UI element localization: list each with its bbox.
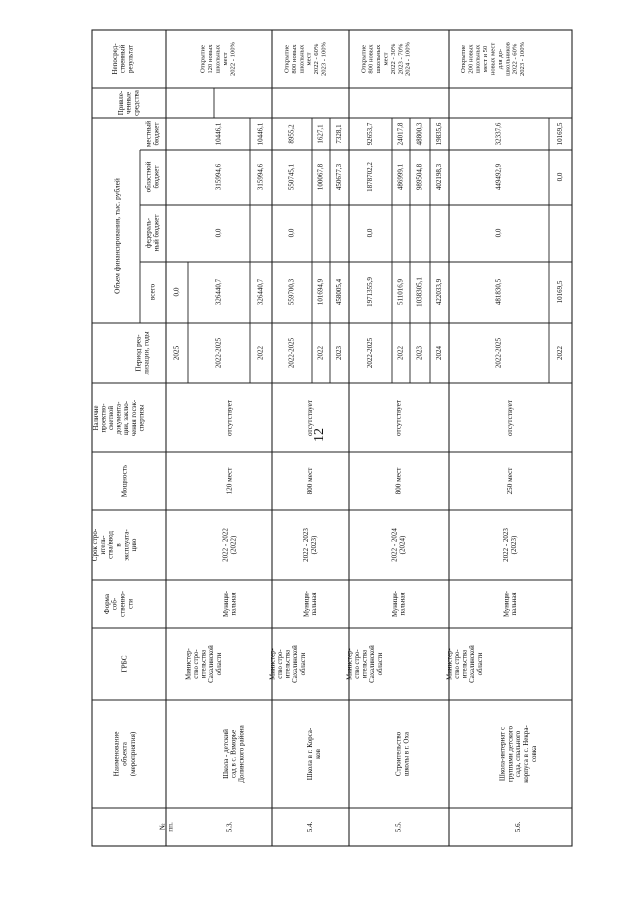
object-54-local-0	[288, 124, 296, 144]
object-56-result-line: 200 новых	[467, 44, 475, 74]
header-total	[149, 284, 157, 301]
object-54-period-1-line: 2022	[316, 346, 325, 360]
object-56-result-line: мест и 50	[482, 45, 490, 73]
object-55-period-3	[435, 346, 443, 361]
object-53-grbs	[185, 645, 222, 683]
header-volume-group-line: Объем финансирования, тыс. рублей	[112, 178, 122, 294]
object-56-local-1	[556, 122, 564, 145]
object-56-result-line: Открытие	[459, 45, 467, 73]
header-result-line: Непосред-	[110, 43, 119, 75]
object-56-ownership	[503, 590, 518, 617]
object-55-regional-1-line: 486999,1	[396, 163, 405, 191]
object-55-result-line: мест	[382, 52, 390, 66]
header-local-line: бюджет	[152, 122, 161, 146]
object-56-num-line: 5.6.	[514, 821, 523, 833]
header-private-line: средства	[132, 90, 141, 116]
object-54-local-0-line: 8955,2	[287, 124, 296, 144]
top-row-period	[173, 345, 181, 360]
header-docs-line: сметной	[107, 406, 115, 430]
object-55-local-2-line: 48800,3	[415, 122, 424, 146]
object-53-result-line: 120 новых	[207, 44, 215, 74]
header-volume-group	[113, 178, 122, 294]
object-55-name-line: Строительство	[394, 731, 403, 777]
header-name	[113, 731, 137, 776]
object-54-grbs-line: Сахалинской	[292, 645, 300, 683]
object-55-total-0-line: 1971355,9	[366, 277, 375, 307]
object-56-period-0-line: 2022-2025	[494, 337, 503, 369]
object-53-local-1	[257, 122, 265, 145]
object-55-total-2	[416, 277, 424, 307]
object-56-period-1-line: 2022	[556, 346, 565, 360]
object-55-period-0	[366, 337, 374, 368]
object-53-result-line: Открытие	[199, 45, 207, 73]
object-55-local-0	[366, 122, 374, 145]
object-54-docs-line: отсутствует	[306, 400, 315, 436]
object-53-term	[222, 528, 238, 562]
object-53-total-1-line: 326440,7	[256, 278, 265, 306]
object-53-ownership	[223, 590, 238, 617]
header-total-line: всего	[148, 283, 157, 301]
header-period-line: лизации, годы	[142, 331, 151, 375]
object-55-period-1	[397, 346, 405, 361]
object-53-result-line: школьных	[214, 44, 222, 74]
object-54-result-line: школьных	[298, 44, 306, 74]
object-54-local-1	[317, 124, 325, 144]
object-55-result	[360, 41, 411, 76]
header-docs-line: проектно-	[100, 403, 108, 433]
object-55-local-2	[416, 122, 424, 145]
object-53-result	[200, 41, 237, 76]
object-55-result-line: Открытие	[360, 45, 368, 73]
object-54-term-line: 2022 - 2023	[302, 528, 311, 562]
object-55-total-0	[366, 277, 374, 307]
object-55-total-3-line: 422033,9	[435, 278, 444, 306]
object-53-grbs-line: области	[215, 652, 223, 676]
header-federal-line: федераль-	[144, 218, 153, 248]
header-term-line: Срок стро-	[91, 528, 100, 562]
object-54-result-line: 800 новых	[290, 44, 298, 74]
object-56-grbs-line: Сахалинской	[469, 645, 477, 683]
object-54-name-line: Школа в г. Корса-	[306, 727, 315, 781]
object-55-grbs	[346, 645, 383, 683]
object-54-regional-2-line: 450677,3	[335, 163, 344, 191]
object-55-ownership	[392, 590, 407, 617]
object-56-period-1	[556, 346, 564, 361]
object-54-grbs-line: Министер-	[269, 648, 277, 680]
object-56-result-line: 2022 - 60%	[511, 43, 519, 75]
object-54-period-1	[317, 346, 325, 361]
object-53-term-line: 2022 - 2022	[221, 528, 230, 562]
object-53-total-0-line: 326440,7	[214, 278, 223, 306]
object-56-regional-1	[556, 172, 564, 181]
object-55-docs-line: отсутствует	[394, 400, 403, 436]
object-56-result	[460, 41, 526, 76]
header-term-line: в	[114, 543, 123, 547]
header-private-line: Привле-	[116, 90, 125, 116]
object-53-ownership-line: Муници-	[222, 590, 230, 618]
object-55-regional-0	[366, 162, 374, 192]
object-56-regional-1-line: 0,0	[556, 172, 565, 182]
top-row-total-line: 0,0	[172, 287, 181, 297]
object-53-grbs-line: ство стро-	[192, 649, 200, 679]
object-55-total-2-line: 1038305,1	[415, 277, 424, 307]
header-capacity-line: Мощность	[120, 464, 129, 498]
object-54-grbs-line: области	[299, 652, 307, 676]
object-56-result-line: школьников	[504, 42, 512, 76]
object-56-regional-0	[495, 163, 503, 190]
header-term-line: итель-	[98, 535, 107, 555]
header-grbs-line: ГРБС	[120, 655, 129, 673]
object-55-result-line: 2023 - 70%	[397, 43, 405, 75]
object-54-result-line: Открытие	[283, 45, 291, 73]
object-54-federal-0-line: 0,0	[287, 228, 296, 238]
object-55-period-2	[416, 346, 424, 361]
header-private-line: ченные	[124, 92, 133, 114]
object-55-term	[391, 528, 407, 562]
header-docs-line: ции, заклю-	[123, 400, 131, 436]
object-55-name-line: школы в г. Оха	[402, 732, 411, 776]
object-53-period-0-line: 2022-2025	[214, 337, 223, 369]
header-num-line: №	[158, 823, 167, 831]
object-53-regional-0	[215, 163, 223, 190]
header-regional-line: бюджет	[152, 165, 161, 189]
header-name-line: (мероприятия)	[128, 731, 137, 777]
header-term	[91, 528, 138, 561]
header-ownership-line: соб-	[110, 597, 119, 611]
header-grbs	[121, 655, 129, 672]
table-border	[92, 30, 572, 846]
object-56-grbs-line: области	[476, 652, 484, 676]
object-54-regional-0	[288, 163, 296, 190]
object-55-regional-3-line: 402198,3	[435, 163, 444, 191]
header-regional	[145, 161, 161, 192]
object-53-capacity	[226, 467, 234, 495]
header-name-line: Наименование	[112, 731, 121, 777]
object-56-name	[498, 725, 537, 783]
header-num-line: пп.	[166, 822, 175, 832]
object-55-regional-2	[416, 163, 424, 190]
object-53-period-1-line: 2022	[256, 346, 265, 360]
object-53-local-0	[215, 122, 223, 145]
object-54-ownership-line: Муници-	[303, 590, 311, 618]
object-55-grbs-line: Министер-	[346, 648, 354, 680]
object-55-term-line: (2024)	[398, 535, 407, 555]
object-54-period-2	[335, 346, 343, 361]
object-55-result-line: 2024 - 100%	[404, 41, 412, 77]
object-53-grbs-line: Министер-	[185, 648, 193, 680]
object-54-period-0	[288, 337, 296, 368]
object-54-grbs-line: ство стро-	[276, 649, 284, 679]
object-55-local-1-line: 24017,8	[396, 122, 405, 146]
object-54-regional-1	[317, 163, 325, 190]
object-53-regional-1	[257, 163, 265, 190]
object-55-federal-0-line: 0,0	[366, 228, 375, 238]
object-54-regional-0-line: 550745,1	[287, 163, 296, 191]
object-56-capacity-line: 250 мест	[506, 467, 515, 495]
object-54-total-2	[335, 278, 343, 305]
object-55-period-1-line: 2022	[396, 346, 405, 360]
object-55-grbs-line: ительства	[361, 649, 369, 679]
object-56-result-line: 2023 - 100%	[519, 41, 527, 77]
object-53-ownership-line: пальная	[230, 592, 238, 616]
object-54-grbs	[269, 645, 306, 683]
object-55-total-1-line: 511016,9	[396, 279, 405, 305]
header-ownership	[103, 590, 135, 617]
object-56-result-line: школьных	[474, 44, 482, 74]
header-term-line: цию	[130, 538, 139, 552]
object-54-local-1-line: 1627,1	[316, 124, 325, 144]
object-54-total-1-line: 101694,9	[316, 278, 325, 306]
object-56-name-line: сада, спального	[514, 730, 523, 778]
object-53-federal-0	[215, 228, 223, 237]
object-53-period-0	[215, 337, 223, 368]
object-55-result-line: 2022 - 30%	[389, 43, 397, 75]
object-54-local-2-line: 7328,1	[335, 124, 344, 144]
object-54-result-line: 2022 - 60%	[313, 43, 321, 75]
object-55-regional-2-line: 989504,8	[415, 163, 424, 191]
object-56-local-1-line: 10169,5	[556, 122, 565, 146]
object-56-term-line: (2023)	[510, 535, 519, 555]
object-56-ownership-line: Муници-	[503, 590, 511, 618]
object-55-period-2-line: 2023	[415, 346, 424, 360]
object-54-result-line: 2023 - 100%	[320, 41, 328, 77]
object-53-name-line: Школа - детский	[221, 729, 230, 779]
object-56-result-line: для до-	[496, 48, 504, 70]
object-55-num-line: 5.5.	[394, 821, 403, 833]
object-54-num-line: 5.4.	[306, 821, 315, 833]
header-docs-line: спертизы	[138, 404, 146, 432]
object-53-regional-0-line: 315994,6	[214, 163, 223, 191]
object-55-grbs-line: ство стро-	[353, 649, 361, 679]
object-54-term-line: (2023)	[310, 535, 319, 555]
object-56-result-line: новых мест	[489, 42, 497, 76]
object-54-capacity	[306, 467, 314, 495]
object-55-ownership-line: пальная	[399, 592, 407, 616]
object-56-name-line: совка	[529, 745, 538, 763]
object-56-term	[502, 528, 518, 562]
header-federal	[145, 215, 161, 252]
header-federal-line: ный бюджет	[152, 214, 161, 252]
object-53-num-line: 5.3.	[225, 821, 234, 833]
header-period	[135, 331, 151, 374]
object-54-ownership-line: пальная	[310, 592, 318, 616]
object-53-num	[226, 821, 234, 832]
object-54-grbs-line: ительства	[284, 649, 292, 679]
header-local	[145, 121, 161, 147]
object-55-result-line: 800 новых	[367, 44, 375, 74]
header-term-line: эксплуата-	[122, 529, 131, 561]
object-55-docs	[395, 399, 403, 436]
object-55-num	[395, 821, 403, 832]
object-55-name	[395, 731, 411, 776]
header-result	[111, 43, 135, 75]
object-54-num	[306, 821, 314, 832]
header-ownership-line: Форма	[102, 594, 111, 614]
top-row-period-line: 2025	[172, 345, 181, 361]
object-55-term-line: 2022 - 2024	[390, 528, 399, 562]
object-55-local-0-line: 92653,7	[366, 122, 375, 146]
object-53-name	[222, 724, 246, 782]
object-53-docs	[226, 399, 234, 436]
object-55-federal-0	[366, 228, 374, 237]
header-result-line: результат	[126, 44, 135, 74]
object-54-result-line: мест	[305, 52, 313, 66]
object-55-grbs-line: области	[376, 652, 384, 676]
header-term-line: ства/ввод	[106, 531, 115, 559]
object-54-name	[306, 727, 322, 780]
object-56-total-1-line: 10169,5	[556, 280, 565, 304]
header-result-line: ственный	[118, 44, 127, 74]
object-56-total-1	[556, 280, 564, 303]
header-private	[117, 89, 141, 116]
page-number: 12	[312, 428, 327, 442]
object-53-total-1	[257, 278, 265, 305]
object-53-grbs-line: Сахалинской	[208, 645, 216, 683]
object-55-regional-0-line: 1878702,2	[366, 162, 375, 192]
object-54-term	[302, 528, 318, 562]
object-54-result	[284, 41, 328, 76]
header-name-line: объекта	[120, 742, 129, 766]
object-56-regional-0-line: 449492,9	[494, 163, 503, 191]
header-period-line: Период реа-	[134, 334, 143, 372]
object-53-capacity-line: 120 мест	[225, 467, 234, 495]
object-56-grbs-line: ство стро-	[453, 649, 461, 679]
object-53-docs-line: отсутствует	[225, 400, 234, 436]
object-55-local-3-line: 19835,6	[435, 122, 444, 146]
object-55-period-0-line: 2022-2025	[366, 337, 375, 369]
object-54-name-line: ков	[314, 749, 323, 759]
object-55-local-1	[397, 122, 405, 145]
object-53-name-line: сад в с. Взморье	[229, 729, 238, 779]
object-55-regional-3	[435, 163, 443, 190]
object-54-period-0-line: 2022-2025	[287, 337, 296, 369]
object-53-result-line: 2022 - 100%	[229, 41, 237, 77]
object-54-total-1	[317, 278, 325, 305]
object-54-ownership	[303, 590, 318, 617]
object-53-local-1-line: 10446,1	[256, 122, 265, 146]
object-56-federal-0	[495, 228, 503, 237]
object-53-name-line: Долинского района	[237, 725, 246, 783]
top-row-total	[173, 287, 181, 296]
object-56-name-line: Школа-интернат с	[498, 726, 507, 782]
object-55-total-3	[435, 278, 443, 305]
header-capacity	[121, 464, 129, 497]
object-54-total-2-line: 458005,4	[335, 278, 344, 306]
object-54-capacity-line: 800 мест	[306, 467, 315, 495]
object-56-docs	[506, 399, 514, 436]
object-54-regional-2	[335, 163, 343, 190]
object-53-result-line: мест	[221, 52, 229, 66]
object-54-local-2	[335, 124, 343, 144]
object-56-total-0-line: 481830,5	[494, 278, 503, 306]
header-docs-line: документа-	[115, 401, 123, 435]
object-56-local-0	[495, 122, 503, 145]
object-55-local-3	[435, 122, 443, 145]
object-55-capacity	[395, 467, 403, 495]
object-54-period-2-line: 2023	[335, 346, 344, 360]
object-53-total-0	[215, 278, 223, 305]
object-56-term-line: 2022 - 2023	[502, 528, 511, 562]
header-ownership-line: сти	[126, 599, 135, 609]
object-55-period-3-line: 2024	[435, 346, 444, 360]
object-56-ownership-line: пальная	[510, 592, 518, 616]
object-56-grbs-line: ительства	[461, 649, 469, 679]
object-53-local-0-line: 10446,1	[214, 122, 223, 146]
object-55-total-1	[397, 279, 405, 305]
object-56-local-0-line: 32337,6	[494, 122, 503, 146]
object-56-total-0	[495, 278, 503, 305]
object-54-regional-1-line: 100067,8	[316, 163, 325, 191]
header-ownership-line: ственно-	[118, 591, 127, 617]
header-docs-line: Наличие	[92, 405, 100, 431]
object-53-term-line: (2022)	[229, 535, 238, 555]
header-regional-line: областной	[144, 161, 153, 193]
object-53-regional-1-line: 315994,6	[256, 163, 265, 191]
object-56-grbs	[446, 645, 483, 683]
object-54-total-0	[288, 278, 296, 305]
object-55-result-line: школьных	[375, 44, 383, 74]
object-54-federal-0	[288, 228, 296, 237]
object-56-period-0	[495, 337, 503, 368]
object-56-docs-line: отсутствует	[506, 400, 515, 436]
object-56-capacity	[506, 467, 514, 495]
object-53-grbs-line: ительства	[200, 649, 208, 679]
object-54-total-0-line: 559700,3	[287, 278, 296, 306]
object-56-num	[514, 821, 522, 832]
object-53-federal-0-line: 0,0	[214, 228, 223, 238]
object-56-federal-0-line: 0,0	[494, 228, 503, 238]
object-56-name-line: группами детского	[506, 726, 515, 782]
header-num	[159, 822, 175, 832]
object-55-regional-1	[397, 163, 405, 190]
object-53-period-1	[257, 346, 265, 361]
header-docs-line: чения госэк-	[130, 399, 138, 437]
object-56-name-line: корпуса в с. Некра-	[521, 725, 530, 783]
object-55-ownership-line: Муници-	[391, 590, 399, 618]
header-local-line: местный	[144, 120, 153, 148]
object-56-grbs-line: Министер-	[446, 648, 454, 680]
object-54-docs	[306, 399, 314, 436]
object-55-grbs-line: Сахалинской	[369, 645, 377, 683]
object-55-capacity-line: 800 мест	[394, 467, 403, 495]
header-docs	[93, 399, 146, 436]
